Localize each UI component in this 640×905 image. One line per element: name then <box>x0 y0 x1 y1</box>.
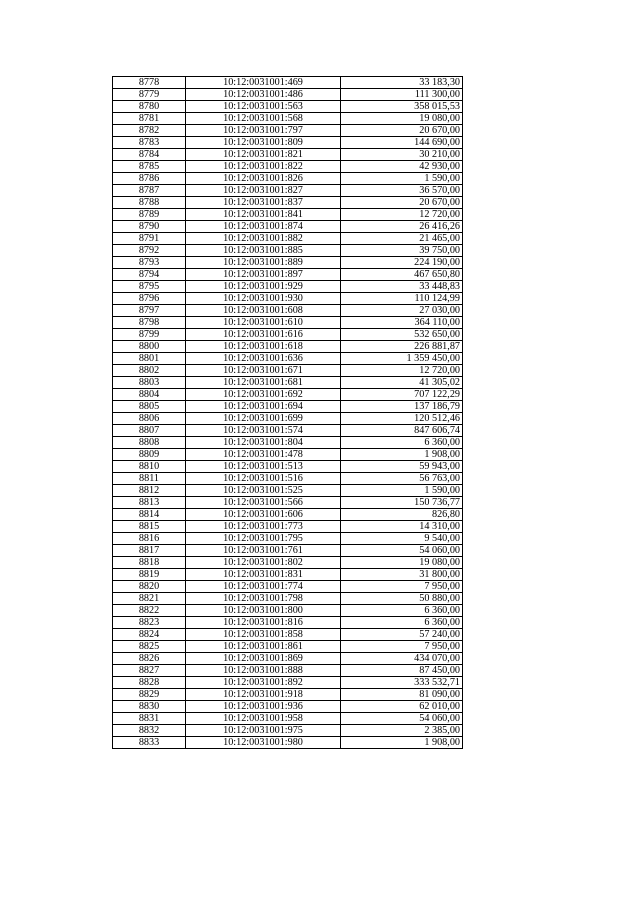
table-row <box>113 593 463 605</box>
cadastral-number-cell: 10:12:0031001:802 <box>186 557 341 569</box>
amount-cell: 150 736,77 <box>341 497 463 509</box>
amount-cell: 2 385,00 <box>341 725 463 737</box>
row-number-cell: 8801 <box>113 353 186 365</box>
cadastral-number-cell: 10:12:0031001:889 <box>186 257 341 269</box>
row-number-cell: 8806 <box>113 413 186 425</box>
cadastral-number-cell: 10:12:0031001:841 <box>186 209 341 221</box>
row-number-cell: 8779 <box>113 89 186 101</box>
amount-cell: 226 881,87 <box>341 341 463 353</box>
table-row <box>113 269 463 281</box>
row-number-cell: 8825 <box>113 641 186 653</box>
row-number-cell: 8819 <box>113 569 186 581</box>
row-number-cell: 8812 <box>113 485 186 497</box>
table-row <box>113 449 463 461</box>
row-number-cell: 8799 <box>113 329 186 341</box>
table-row <box>113 713 463 725</box>
table-row <box>113 617 463 629</box>
amount-cell: 62 010,00 <box>341 701 463 713</box>
amount-cell: 59 943,00 <box>341 461 463 473</box>
row-number-cell: 8832 <box>113 725 186 737</box>
cadastral-number-cell: 10:12:0031001:869 <box>186 653 341 665</box>
cadastral-number-cell: 10:12:0031001:563 <box>186 101 341 113</box>
table-row <box>113 533 463 545</box>
cadastral-number-cell: 10:12:0031001:574 <box>186 425 341 437</box>
row-number-cell: 8800 <box>113 341 186 353</box>
row-number-cell: 8791 <box>113 233 186 245</box>
amount-cell: 1 359 450,00 <box>341 353 463 365</box>
cadastral-number-cell: 10:12:0031001:888 <box>186 665 341 677</box>
row-number-cell: 8810 <box>113 461 186 473</box>
cadastral-number-cell: 10:12:0031001:566 <box>186 497 341 509</box>
cadastral-number-cell: 10:12:0031001:882 <box>186 233 341 245</box>
amount-cell: 111 300,00 <box>341 89 463 101</box>
row-number-cell: 8789 <box>113 209 186 221</box>
table-row <box>113 413 463 425</box>
table-row <box>113 581 463 593</box>
table-row <box>113 293 463 305</box>
amount-cell: 30 210,00 <box>341 149 463 161</box>
amount-cell: 6 360,00 <box>341 437 463 449</box>
table-row <box>113 305 463 317</box>
amount-cell: 707 122,29 <box>341 389 463 401</box>
table-row <box>113 245 463 257</box>
amount-cell: 26 416,26 <box>341 221 463 233</box>
amount-cell: 81 090,00 <box>341 689 463 701</box>
table-row <box>113 365 463 377</box>
row-number-cell: 8821 <box>113 593 186 605</box>
cadastral-number-cell: 10:12:0031001:892 <box>186 677 341 689</box>
cadastral-number-cell: 10:12:0031001:929 <box>186 281 341 293</box>
amount-cell: 21 465,00 <box>341 233 463 245</box>
amount-cell: 333 532,71 <box>341 677 463 689</box>
row-number-cell: 8798 <box>113 317 186 329</box>
cadastral-number-cell: 10:12:0031001:936 <box>186 701 341 713</box>
amount-cell: 364 110,00 <box>341 317 463 329</box>
table-row <box>113 725 463 737</box>
amount-cell: 6 360,00 <box>341 605 463 617</box>
row-number-cell: 8831 <box>113 713 186 725</box>
amount-cell: 1 590,00 <box>341 173 463 185</box>
amount-cell: 6 360,00 <box>341 617 463 629</box>
table-row <box>113 641 463 653</box>
cadastral-number-cell: 10:12:0031001:816 <box>186 617 341 629</box>
amount-cell: 20 670,00 <box>341 125 463 137</box>
amount-cell: 434 070,00 <box>341 653 463 665</box>
cadastral-number-cell: 10:12:0031001:861 <box>186 641 341 653</box>
amount-cell: 14 310,00 <box>341 521 463 533</box>
cadastral-number-cell: 10:12:0031001:885 <box>186 245 341 257</box>
cadastral-number-cell: 10:12:0031001:980 <box>186 737 341 749</box>
amount-cell: 847 606,74 <box>341 425 463 437</box>
row-number-cell: 8822 <box>113 605 186 617</box>
row-number-cell: 8808 <box>113 437 186 449</box>
table-row <box>113 497 463 509</box>
row-number-cell: 8824 <box>113 629 186 641</box>
row-number-cell: 8829 <box>113 689 186 701</box>
cadastral-number-cell: 10:12:0031001:822 <box>186 161 341 173</box>
cadastral-number-cell: 10:12:0031001:694 <box>186 401 341 413</box>
cadastral-number-cell: 10:12:0031001:930 <box>186 293 341 305</box>
table-row <box>113 101 463 113</box>
amount-cell: 358 015,53 <box>341 101 463 113</box>
amount-cell: 9 540,00 <box>341 533 463 545</box>
row-number-cell: 8797 <box>113 305 186 317</box>
table-row <box>113 341 463 353</box>
table-row <box>113 677 463 689</box>
cadastral-number-cell: 10:12:0031001:469 <box>186 77 341 89</box>
cadastral-number-cell: 10:12:0031001:525 <box>186 485 341 497</box>
amount-cell: 42 930,00 <box>341 161 463 173</box>
table-row <box>113 353 463 365</box>
cadastral-number-cell: 10:12:0031001:795 <box>186 533 341 545</box>
row-number-cell: 8826 <box>113 653 186 665</box>
cadastral-number-cell: 10:12:0031001:699 <box>186 413 341 425</box>
row-number-cell: 8790 <box>113 221 186 233</box>
row-number-cell: 8804 <box>113 389 186 401</box>
table-row <box>113 233 463 245</box>
amount-cell: 39 750,00 <box>341 245 463 257</box>
row-number-cell: 8793 <box>113 257 186 269</box>
amount-cell: 19 080,00 <box>341 557 463 569</box>
amount-cell: 33 183,30 <box>341 77 463 89</box>
row-number-cell: 8830 <box>113 701 186 713</box>
amount-cell: 19 080,00 <box>341 113 463 125</box>
cadastral-number-cell: 10:12:0031001:975 <box>186 725 341 737</box>
cadastral-number-cell: 10:12:0031001:897 <box>186 269 341 281</box>
amount-cell: 7 950,00 <box>341 641 463 653</box>
cadastral-number-cell: 10:12:0031001:958 <box>186 713 341 725</box>
cadastral-number-cell: 10:12:0031001:513 <box>186 461 341 473</box>
cadastral-number-cell: 10:12:0031001:804 <box>186 437 341 449</box>
amount-cell: 110 124,99 <box>341 293 463 305</box>
cadastral-value-table <box>112 76 463 749</box>
row-number-cell: 8805 <box>113 401 186 413</box>
table-row <box>113 509 463 521</box>
row-number-cell: 8794 <box>113 269 186 281</box>
amount-cell: 7 950,00 <box>341 581 463 593</box>
table-row <box>113 281 463 293</box>
amount-cell: 54 060,00 <box>341 545 463 557</box>
table-row <box>113 329 463 341</box>
table-row <box>113 317 463 329</box>
table-row <box>113 557 463 569</box>
row-number-cell: 8828 <box>113 677 186 689</box>
amount-cell: 20 670,00 <box>341 197 463 209</box>
table-row <box>113 437 463 449</box>
cadastral-number-cell: 10:12:0031001:671 <box>186 365 341 377</box>
table-row <box>113 149 463 161</box>
row-number-cell: 8795 <box>113 281 186 293</box>
cadastral-number-cell: 10:12:0031001:616 <box>186 329 341 341</box>
row-number-cell: 8827 <box>113 665 186 677</box>
amount-cell: 12 720,00 <box>341 365 463 377</box>
table-row <box>113 197 463 209</box>
row-number-cell: 8813 <box>113 497 186 509</box>
table-row <box>113 389 463 401</box>
amount-cell: 50 880,00 <box>341 593 463 605</box>
table-row <box>113 257 463 269</box>
row-number-cell: 8783 <box>113 137 186 149</box>
cadastral-number-cell: 10:12:0031001:610 <box>186 317 341 329</box>
cadastral-number-cell: 10:12:0031001:486 <box>186 89 341 101</box>
cadastral-number-cell: 10:12:0031001:797 <box>186 125 341 137</box>
row-number-cell: 8782 <box>113 125 186 137</box>
table-row <box>113 89 463 101</box>
table-row <box>113 473 463 485</box>
table-row <box>113 77 463 89</box>
table-row <box>113 161 463 173</box>
cadastral-number-cell: 10:12:0031001:809 <box>186 137 341 149</box>
row-number-cell: 8833 <box>113 737 186 749</box>
table-row <box>113 653 463 665</box>
row-number-cell: 8785 <box>113 161 186 173</box>
row-number-cell: 8820 <box>113 581 186 593</box>
table-row <box>113 569 463 581</box>
table-row <box>113 113 463 125</box>
row-number-cell: 8781 <box>113 113 186 125</box>
row-number-cell: 8817 <box>113 545 186 557</box>
amount-cell: 36 570,00 <box>341 185 463 197</box>
cadastral-number-cell: 10:12:0031001:918 <box>186 689 341 701</box>
table-row <box>113 545 463 557</box>
row-number-cell: 8807 <box>113 425 186 437</box>
cadastral-number-cell: 10:12:0031001:606 <box>186 509 341 521</box>
table-row <box>113 605 463 617</box>
table-row <box>113 737 463 749</box>
row-number-cell: 8784 <box>113 149 186 161</box>
cadastral-number-cell: 10:12:0031001:837 <box>186 197 341 209</box>
cadastral-number-cell: 10:12:0031001:516 <box>186 473 341 485</box>
cadastral-number-cell: 10:12:0031001:692 <box>186 389 341 401</box>
table-row <box>113 209 463 221</box>
amount-cell: 1 590,00 <box>341 485 463 497</box>
cadastral-number-cell: 10:12:0031001:608 <box>186 305 341 317</box>
amount-cell: 56 763,00 <box>341 473 463 485</box>
row-number-cell: 8796 <box>113 293 186 305</box>
table-row <box>113 425 463 437</box>
amount-cell: 224 190,00 <box>341 257 463 269</box>
row-number-cell: 8823 <box>113 617 186 629</box>
row-number-cell: 8780 <box>113 101 186 113</box>
cadastral-number-cell: 10:12:0031001:618 <box>186 341 341 353</box>
cadastral-number-cell: 10:12:0031001:568 <box>186 113 341 125</box>
cadastral-number-cell: 10:12:0031001:681 <box>186 377 341 389</box>
amount-cell: 137 186,79 <box>341 401 463 413</box>
row-number-cell: 8818 <box>113 557 186 569</box>
cadastral-number-cell: 10:12:0031001:831 <box>186 569 341 581</box>
cadastral-number-cell: 10:12:0031001:636 <box>186 353 341 365</box>
cadastral-number-cell: 10:12:0031001:800 <box>186 605 341 617</box>
cadastral-number-cell: 10:12:0031001:874 <box>186 221 341 233</box>
cadastral-number-cell: 10:12:0031001:821 <box>186 149 341 161</box>
row-number-cell: 8809 <box>113 449 186 461</box>
row-number-cell: 8792 <box>113 245 186 257</box>
amount-cell: 31 800,00 <box>341 569 463 581</box>
cadastral-number-cell: 10:12:0031001:774 <box>186 581 341 593</box>
amount-cell: 41 305,02 <box>341 377 463 389</box>
amount-cell: 87 450,00 <box>341 665 463 677</box>
amount-cell: 120 512,46 <box>341 413 463 425</box>
table-row <box>113 401 463 413</box>
cadastral-number-cell: 10:12:0031001:773 <box>186 521 341 533</box>
table-row <box>113 221 463 233</box>
table-body <box>113 77 463 749</box>
table-row <box>113 137 463 149</box>
table-row <box>113 461 463 473</box>
table-row <box>113 485 463 497</box>
row-number-cell: 8802 <box>113 365 186 377</box>
table-row <box>113 185 463 197</box>
row-number-cell: 8787 <box>113 185 186 197</box>
row-number-cell: 8814 <box>113 509 186 521</box>
row-number-cell: 8786 <box>113 173 186 185</box>
cadastral-number-cell: 10:12:0031001:827 <box>186 185 341 197</box>
amount-cell: 57 240,00 <box>341 629 463 641</box>
amount-cell: 467 650,80 <box>341 269 463 281</box>
amount-cell: 27 030,00 <box>341 305 463 317</box>
row-number-cell: 8778 <box>113 77 186 89</box>
amount-cell: 1 908,00 <box>341 737 463 749</box>
table-row <box>113 629 463 641</box>
amount-cell: 1 908,00 <box>341 449 463 461</box>
row-number-cell: 8815 <box>113 521 186 533</box>
cadastral-number-cell: 10:12:0031001:478 <box>186 449 341 461</box>
row-number-cell: 8811 <box>113 473 186 485</box>
cadastral-number-cell: 10:12:0031001:858 <box>186 629 341 641</box>
cadastral-number-cell: 10:12:0031001:826 <box>186 173 341 185</box>
amount-cell: 12 720,00 <box>341 209 463 221</box>
cadastral-number-cell: 10:12:0031001:798 <box>186 593 341 605</box>
table-row <box>113 701 463 713</box>
row-number-cell: 8803 <box>113 377 186 389</box>
amount-cell: 532 650,00 <box>341 329 463 341</box>
amount-cell: 144 690,00 <box>341 137 463 149</box>
row-number-cell: 8788 <box>113 197 186 209</box>
table-row <box>113 125 463 137</box>
amount-cell: 54 060,00 <box>341 713 463 725</box>
table-row <box>113 377 463 389</box>
cadastral-number-cell: 10:12:0031001:761 <box>186 545 341 557</box>
amount-cell: 33 448,83 <box>341 281 463 293</box>
table-row <box>113 665 463 677</box>
table-row <box>113 173 463 185</box>
table-row <box>113 689 463 701</box>
table-row <box>113 521 463 533</box>
row-number-cell: 8816 <box>113 533 186 545</box>
amount-cell: 826,80 <box>341 509 463 521</box>
